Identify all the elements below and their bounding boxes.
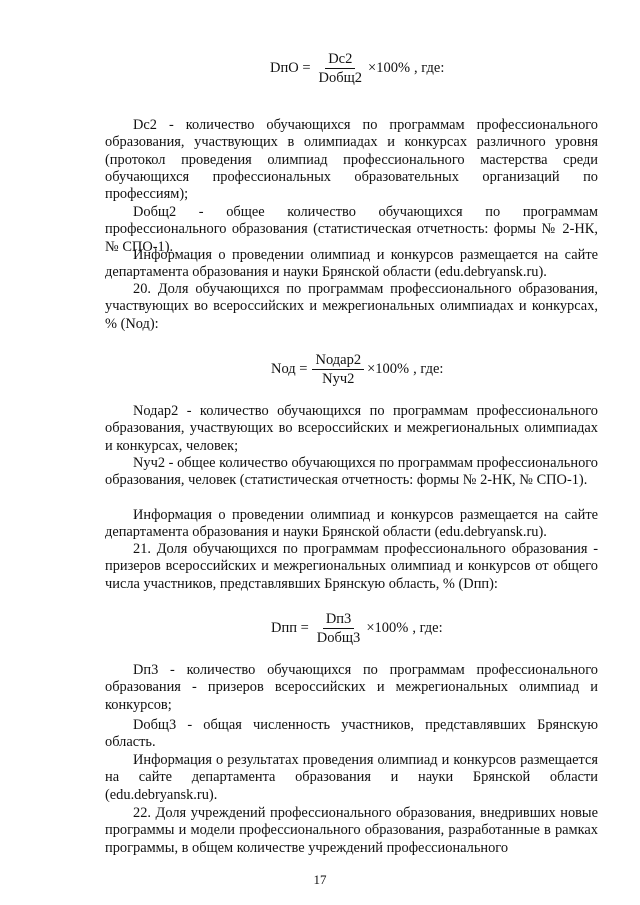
formula-dpo [270, 52, 444, 85]
paragraph-dp3-definition: Dп3 - количество обучающихся по программам профессионального образования - призеров всероссийских и межрегиональных олимпиад и конкурсов; [105, 662, 598, 713]
fraction-denominator: Dобщ3 [316, 629, 361, 646]
fraction-denominator: Dобщ2 [318, 69, 363, 86]
paragraph-info-site-1: Информация о проведении олимпиад и конкурсов размещается на сайте департамента образования и науки Брянской области (edu.debryansk.ru). [105, 247, 598, 281]
fraction [314, 612, 364, 645]
formula-nod [271, 353, 443, 386]
fraction-denominator: Nуч2 [322, 370, 355, 387]
formula-lhs: Nод = [271, 361, 308, 378]
formula-multiplier: ×100% [366, 620, 409, 637]
paragraph-dobshch2-definition: Dобщ2 - общее количество обучающихся по программам профессионального образования (статистическая отчетность: формы № 2-НК, № СПО-1). [105, 204, 598, 255]
paragraph-dc2-definition: Dс2 - количество обучающихся по программам профессионального образования, участвующих в олимпиадах и конкурсах различного уровня (протокол проведения олимпиад профессионального мастерства среди обучающихся профессиональных образовательных организаций по профессиям); [105, 117, 598, 203]
formula-where: , где: [414, 60, 445, 77]
paragraph-nodar2-definition: Nодар2 - количество обучающихся по программам профессионального образования, участвующих во всероссийских и межрегиональных олимпиадах и конкурсах, человек; [105, 403, 598, 454]
paragraph-item-20: 20. Доля обучающихся по программам профессионального образования, участвующих во всероссийских и межрегиональных олимпиадах и конкурсах, % (Nод): [105, 281, 598, 332]
formula-dpp [271, 612, 443, 645]
formula-lhs: Dпп = [271, 620, 309, 637]
fraction-numerator: Dп3 [323, 612, 354, 629]
paragraph-dobshch3-definition: Dобщ3 - общая численность участников, представлявших Брянскую область. [105, 717, 598, 751]
page-number: 17 [313, 872, 327, 887]
formula-multiplier: ×100% [367, 361, 410, 378]
fraction-numerator: Dс2 [325, 52, 355, 69]
paragraph-info-site-2: Информация о проведении олимпиад и конкурсов размещается на сайте департамента образования и науки Брянской области (edu.debryansk.ru). [105, 507, 598, 541]
formula-multiplier: ×100% [368, 60, 411, 77]
fraction [316, 52, 366, 85]
fraction [312, 353, 364, 386]
paragraph-info-site-3: Информация о результатах проведения олимпиад и конкурсов размещается на сайте департамента образования и науки Брянской области (edu.debryansk.ru). [105, 752, 598, 803]
formula-where: , где: [412, 620, 443, 637]
paragraph-item-22: 22. Доля учреждений профессионального образования, внедривших новые программы и модели профессионального образования, разработанные в рамках программы, в общем количестве учреждений профессионального [105, 805, 598, 856]
fraction-numerator: Nодар2 [312, 353, 364, 370]
formula-where: , где: [413, 361, 444, 378]
formula-lhs: DпО = [270, 60, 311, 77]
paragraph-item-21: 21. Доля обучающихся по программам профессионального образования - призеров всероссийских и межрегиональных олимпиад и конкурсов от общего числа участников, представлявших Брянскую область, % (Dпп): [105, 541, 598, 592]
paragraph-nuch2-definition: Nуч2 - общее количество обучающихся по программам профессионального образования, человек (статистическая отчетность: формы № 2-НК, № СПО-1). [105, 455, 598, 489]
